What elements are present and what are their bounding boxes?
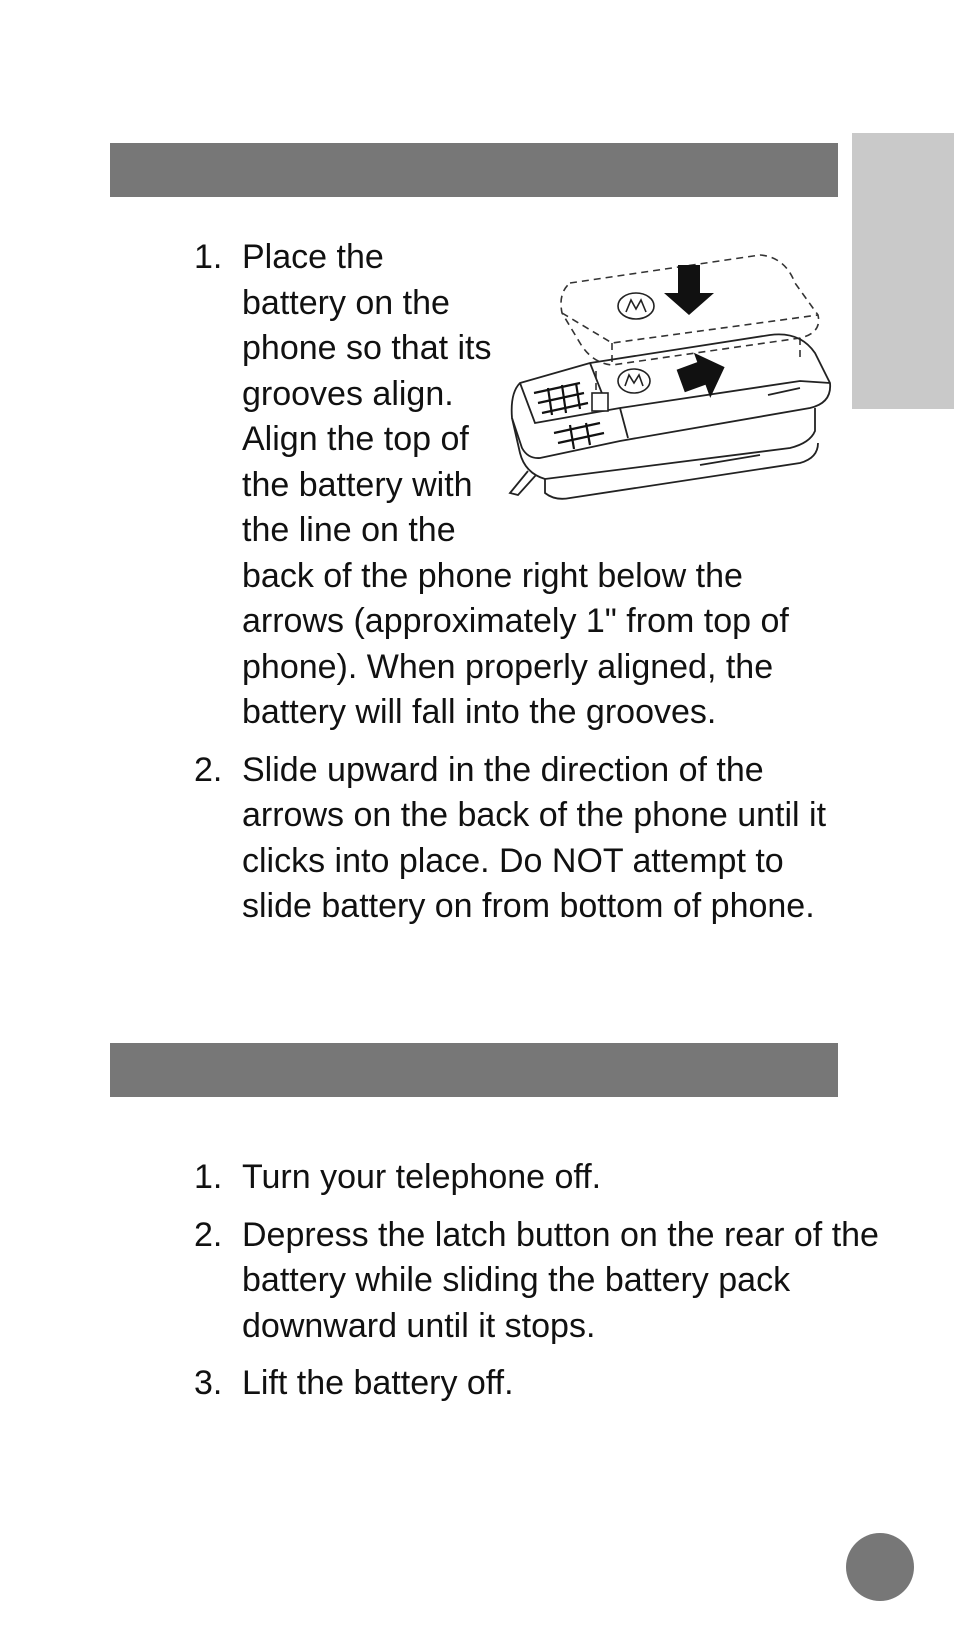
motorola-logo-icon bbox=[618, 369, 650, 393]
chapter-side-tab bbox=[852, 133, 954, 409]
step-number: 2. bbox=[194, 750, 223, 789]
list-item bbox=[190, 1213, 890, 1350]
section-header-bar bbox=[110, 143, 838, 197]
install-steps-list bbox=[190, 235, 850, 942]
motorola-logo-icon bbox=[618, 293, 654, 319]
step-number: 2. bbox=[194, 1215, 223, 1254]
step-number: 3. bbox=[194, 1364, 223, 1402]
step-text: Place the battery on the phone so that its grooves align. Align the top of the battery with the line on the back of the phone right below the arrows (approximately 1" from top of phone). When properly aligned, the battery will fall into the grooves. bbox=[242, 238, 789, 731]
phone-body bbox=[510, 334, 830, 498]
latch-button bbox=[592, 393, 608, 411]
step-number: 1. bbox=[194, 1158, 223, 1196]
step-number: 1. bbox=[194, 238, 223, 276]
step-text: Depress the latch button on the rear of the battery while sliding the battery pack downward until it stops. bbox=[242, 1215, 879, 1345]
list-item bbox=[190, 1155, 890, 1201]
down-arrow-icon bbox=[664, 265, 714, 315]
page-number-dot bbox=[846, 1533, 914, 1601]
list-item bbox=[190, 1361, 890, 1407]
remove-steps-list bbox=[190, 1155, 890, 1419]
step-text: Slide upward in the direction of the arrows on the back of the phone until it clicks into place. Do NOT attempt to slide battery on from bottom of phone. bbox=[242, 750, 827, 925]
list-item bbox=[190, 235, 850, 736]
step-text: Lift the battery off. bbox=[242, 1364, 514, 1402]
battery-install-illustration bbox=[500, 243, 850, 533]
step-text: Turn your telephone off. bbox=[242, 1158, 602, 1196]
list-item bbox=[190, 748, 850, 930]
section-header-bar bbox=[110, 1043, 838, 1097]
